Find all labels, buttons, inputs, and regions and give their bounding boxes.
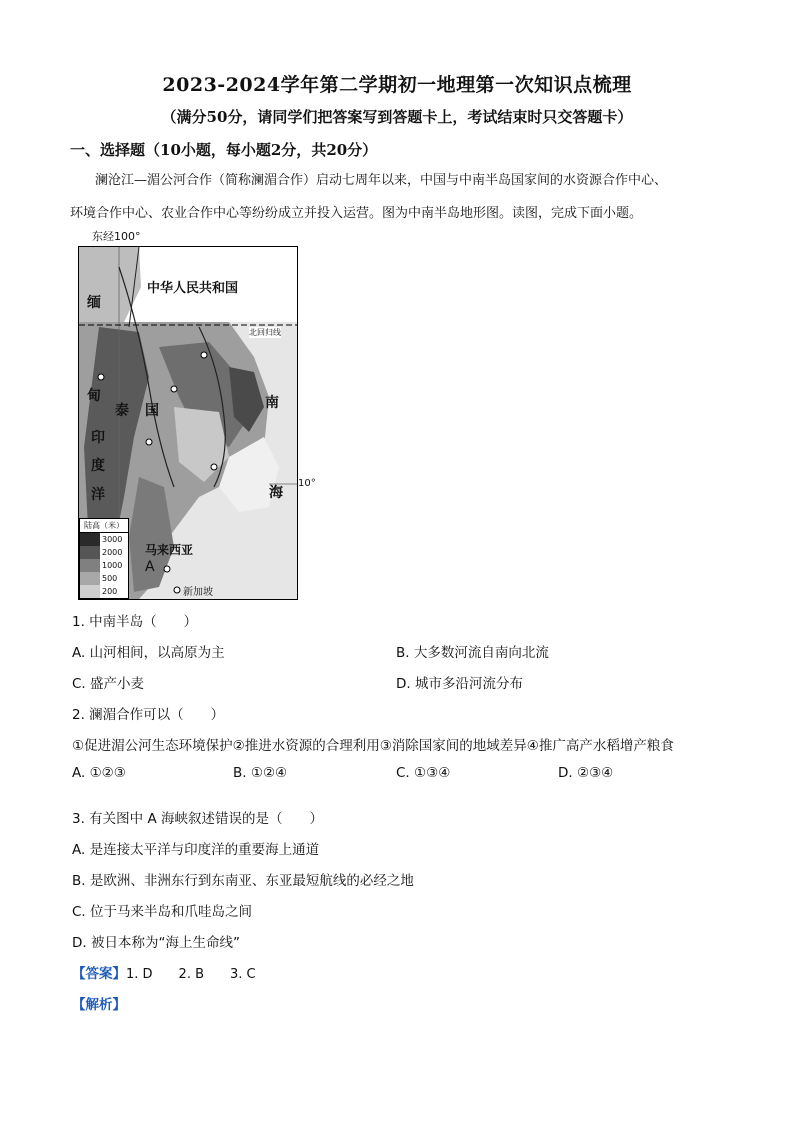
map-label-indian-ocean-1: 印 [91,430,105,446]
q3-option-b[interactable]: B. 是欧洲、非洲东行到东南亚、东亚最短航线的必经之地 [72,873,414,889]
map-label-thailand-2: 国 [145,403,159,419]
legend-swatch [80,533,100,546]
legend-value: 3000 [102,535,123,544]
q3-option-c[interactable]: C. 位于马来半岛和爪哇岛之间 [72,904,253,920]
legend-swatch [80,585,100,598]
legend-row [80,572,128,585]
analysis-label: 【解析】 [72,997,126,1013]
legend-value: 2000 [102,548,123,557]
q1-option-b[interactable]: B. 大多数河流自南向北流 [396,645,549,661]
map-label-burma-2: 甸 [87,388,101,404]
legend-swatch [80,559,100,572]
legend-row [80,559,128,572]
map-label-tropic: 北回归线 [249,328,281,337]
meridian-label: 东经100° [92,230,141,243]
map-label-thailand-1: 泰 [115,403,129,419]
q2-option-b[interactable]: B. ①②④ [233,765,288,781]
answer-values: 1. D 2. B 3. C [126,967,256,982]
q2-stem: 2. 澜湄合作可以（ ） [72,707,225,723]
answer-line [72,962,256,982]
legend-value: 500 [102,574,118,583]
legend-row [80,546,128,559]
legend-value: 200 [102,587,118,596]
map-label-malaysia: 马来西亚 [145,543,194,557]
map-label-point-a: A [145,559,155,575]
q1-stem: 1. 中南半岛（ ） [72,614,198,630]
map-label-china: 中华人民共和国 [147,277,238,296]
q2-option-d[interactable]: D. ②③④ [558,765,614,781]
map-label-burma-1: 缅 [87,295,101,311]
map-label-south-sea-1: 南 [265,395,279,411]
page-title: 2023-2024学年第二学期初一地理第一次知识点梳理 [162,74,632,96]
passage-line-1: 澜沧江—湄公河合作（简称澜湄合作）启动七周年以来，中国与中南半岛国家间的水资源合作中心、 [95,173,668,188]
q3-stem: 3. 有关图中 A 海峡叙述错误的是（ ） [72,811,323,827]
indochina-terrain-map [78,246,298,600]
analysis-line [72,993,126,1013]
q1-option-d[interactable]: D. 城市多沿河流分布 [396,676,523,692]
map-label-singapore: 新加坡 [183,587,213,598]
legend-value: 1000 [102,561,123,570]
page-subtitle: （满分50分，请同学们把答案写到答题卡上，考试结束时只交答题卡） [161,108,633,126]
section-heading: 一、选择题（10小题，每小题2分，共20分） [70,141,378,159]
q2-option-a[interactable]: A. ①②③ [72,765,126,781]
passage-line-2: 环境合作中心、农业合作中心等纷纷成立并投入运营。图为中南半岛地形图。读图，完成下面小题。 [70,206,643,221]
map-label-indian-ocean-3: 洋 [91,487,105,503]
q1-option-a[interactable]: A. 山河相间，以高原为主 [72,645,225,661]
map-label-indian-ocean-2: 度 [91,458,105,474]
legend-title: 陆高（米） [80,519,128,533]
q1-option-c[interactable]: C. 盛产小麦 [72,676,145,692]
answer-label: 【答案】 [72,966,126,982]
legend-row [80,585,128,598]
legend-row [80,533,128,546]
q3-option-d[interactable]: D. 被日本称为“海上生命线” [72,935,240,951]
map-legend [79,518,129,599]
q2-statements: ①促进湄公河生态环境保护②推进水资源的合理利用③消除国家间的地域差异④推广高产水稻增产粮食 [72,738,674,754]
legend-swatch [80,546,100,559]
q3-option-a[interactable]: A. 是连接太平洋与印度洋的重要海上通道 [72,842,320,858]
parallel-label: 10° [298,478,316,489]
q2-option-c[interactable]: C. ①③④ [396,765,451,781]
map-label-south-sea-2: 海 [269,485,283,501]
legend-swatch [80,572,100,585]
